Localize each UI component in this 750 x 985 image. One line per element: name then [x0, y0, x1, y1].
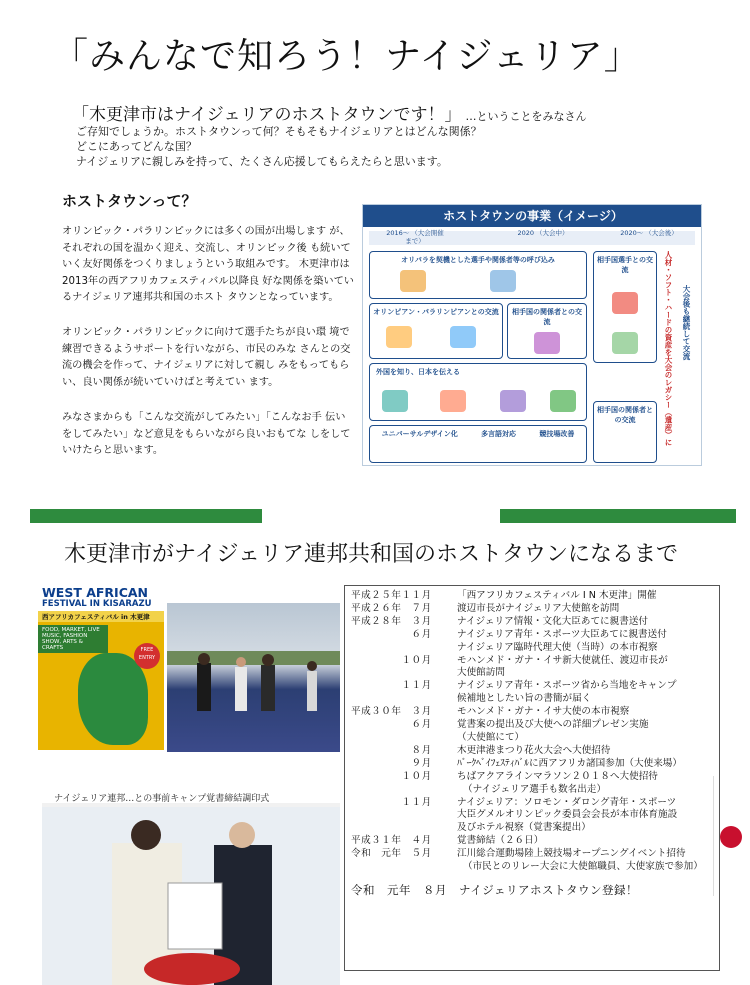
intro-headline-text: 「木更津市はナイジェリアのホストタウンです！」: [72, 105, 462, 125]
history-continuation: 大臣グメルオリンピック委員会会長が本市体育施設: [457, 809, 678, 821]
history-date: 平成２５年１１月: [351, 590, 432, 601]
history-text: 「西アフリカフェスティバル I N 木更津」開催: [457, 590, 657, 601]
history-date: 平成２６年 ７月: [351, 602, 432, 614]
festival-poster: [38, 583, 164, 750]
diagram-side-text: 大会後も継続して交流: [682, 285, 691, 360]
history-row: [351, 603, 713, 616]
history-text: ナイジェリア情報・文化大臣あてに親書送付: [457, 615, 649, 627]
history-continuation: ナイジェリア臨時代理大使（当時）の本市視察: [457, 641, 658, 653]
poster-strip: FOOD, MARKET, LIVE MUSIC, FASHION SHOW, ARTS & CRAFTS: [38, 625, 108, 653]
history-row: [351, 758, 713, 771]
history-row: [351, 719, 713, 732]
history-date: ６月: [351, 719, 432, 731]
page-title: 「みんなで知ろう！ナイジェリア」: [52, 36, 641, 77]
history-date: １１月: [351, 680, 432, 692]
diagram-box: オリンピアン・パラリンピアンとの交流: [369, 303, 503, 359]
culture-illustration: [382, 390, 408, 412]
diagram-box: ユニバーサルデザイン化 多言語対応 競技場改善: [369, 425, 587, 463]
stadium-visit-photo: [167, 603, 340, 752]
history-continuation: 候補地としたい旨の書簡が届く: [457, 693, 592, 705]
culture-illustration: [500, 390, 526, 412]
timeline-label: 2020 （大会中）: [517, 229, 569, 237]
history-date: １１月: [351, 796, 432, 808]
people-illustration: [534, 332, 560, 354]
history-continuation: 大使館訪問: [457, 667, 505, 679]
history-date: 平成２８年 ３月: [351, 615, 432, 627]
history-timeline: [344, 585, 720, 971]
diagram-box: 相手国選手との交流: [593, 251, 657, 363]
divider-bar: [30, 509, 262, 523]
ceremony-banner-text: ナイジェリア連邦…との事前キャンプ覚書締結調印式: [54, 794, 270, 804]
history-row: [351, 797, 713, 810]
history-text: 覚書案の提出及び大使への詳細プレゼン実施: [457, 719, 649, 731]
history-text: ナイジェリア：ソロモン・ダロング青年・スポーツ: [457, 796, 677, 808]
people-illustration: [450, 326, 476, 348]
photo-illustration: [167, 603, 340, 752]
history-row: [351, 706, 713, 719]
diagram-box: 相手国の関係者との交流: [507, 303, 587, 359]
diagram-box: 外国を知り、日本を伝える: [369, 363, 587, 421]
host-paragraph: みなさまからも「こんな交流がしてみたい」「こんなお手 伝いをしてみたい」など意見をもらいながら良いおもてな しをしていけたらと思います。: [62, 412, 351, 456]
diagram-side-text: 人材・ソフト・ハードの資産を大会のレガシー（遺産）に: [664, 251, 673, 446]
photo-illustration: [42, 773, 340, 985]
history-row: [351, 629, 713, 642]
history-row: [351, 590, 713, 603]
people-illustration: [490, 270, 516, 292]
history-row: [351, 680, 713, 693]
history-row: [351, 835, 713, 848]
history-date: 平成３０年 ３月: [351, 706, 432, 718]
intro-line: どこにあってどんな国？: [76, 140, 197, 153]
host-town-diagram: [362, 204, 702, 466]
host-section-heading: ホストタウンって？: [62, 192, 197, 210]
athlete-illustration: [612, 292, 638, 314]
history-text: ﾊﾞｰｸﾍﾞｲﾌｪｽﾃｨﾊﾞﾙに西アフリカ諸国参加（大使来場）: [457, 757, 682, 769]
host-paragraph: オリンピック・パラリンピックに向けて選手たちが良い環 境で練習できるようサポートを行いながら、市民のみな さんとの交流の機会を作って、ナイジェリアに対して親し みをもってもらい、良い関係が続いていけばと考えてい ます。: [62, 327, 351, 388]
history-text: 木更津港まつり花火大会へ大使招待: [457, 744, 611, 756]
poster-title: WEST AFRICAN FESTIVAL IN KISARAZU: [38, 583, 164, 611]
flag-sun: [720, 826, 742, 848]
history-text: モハンメド・ガナ・イサ大使の本市視察: [457, 706, 630, 718]
culture-illustration: [440, 390, 466, 412]
history-text: 江川総合運動場陸上競技場オープニングイベント招待: [457, 848, 686, 860]
diagram-box: 相手国の関係者との交流: [593, 401, 657, 463]
history-row: [351, 655, 713, 668]
history-text: 覚書締結（２６日）: [457, 835, 544, 847]
history-text: ナイジェリア青年・スポーツ省から当地をキャンプ: [457, 680, 677, 692]
culture-illustration: [550, 390, 576, 412]
divider-bar: [500, 509, 736, 523]
people-illustration: [400, 270, 426, 292]
history-date: ６月: [351, 628, 432, 640]
entry-badge: FREE ENTRY: [134, 643, 160, 669]
section-title: 木更津市がナイジェリア連邦共和国のホストタウンになるまで: [64, 542, 679, 567]
intro-line: ナイジェリアに親しみを持って、たくさん応援してもらえたらと思います。: [76, 155, 448, 168]
history-text: ナイジェリア青年・スポーツ大臣あてに親書送付: [457, 628, 667, 640]
history-date: 令和 元年 ５月: [351, 848, 432, 860]
history-row: [351, 745, 713, 758]
final-registration-line: 令和 元年 ８月 ナイジェリアホストタウン登録！: [351, 882, 638, 897]
history-row: [351, 771, 713, 784]
timeline-label: 2020〜 （大会後）: [620, 229, 678, 237]
intro-line: ご存知でしょうか。ホストタウンって何？そもそもナイジェリアとはどんな関係？: [76, 125, 482, 138]
diagram-box: オリパラを契機とした選手や関係者等の呼び込み: [369, 251, 587, 299]
host-paragraph: オリンピック・パラリンピックには多くの国が出場します が、それぞれの国を温かく迎え、交流し、オリンピック後 も続いていく友好関係をつくりましょうという取組みです。 木更津市は2013年の西アフリカフェスティバル以降良 好な関係を築いているナイジェリア連邦共和国のホスト タウンとなっています。: [62, 226, 354, 303]
diagram-title: ホストタウンの事業（イメージ）: [363, 205, 702, 227]
history-continuation: （ナイジェリア選手も数名出走）: [463, 783, 607, 795]
history-date: ９月: [351, 757, 432, 769]
history-text: 渡辺市長がナイジェリア大使館を訪問: [457, 602, 620, 614]
history-date: １０月: [351, 770, 432, 782]
intro-headline: [72, 100, 586, 125]
history-date: ８月: [351, 744, 432, 756]
history-date: 平成３１年 ４月: [351, 835, 432, 847]
history-text: ちばアクアラインマラソン２０１８へ大使招待: [457, 770, 658, 782]
history-continuation: 及びホテル視察（覚書案提出）: [457, 822, 591, 834]
poster-subtitle: 西アフリカフェスティバル in 木更津: [38, 611, 164, 622]
history-continuation: （市民とのリレー大会に大使館職員、大使家族で参加）: [463, 861, 703, 873]
history-row: [351, 848, 713, 861]
signing-ceremony-photo: [42, 773, 340, 985]
history-continuation: （大使館にて）: [457, 731, 525, 743]
people-illustration: [386, 326, 412, 348]
africa-map-illustration: [78, 653, 148, 745]
intro-headline-tail: …ということをみなさん: [465, 110, 587, 123]
timeline-label: 2016〜 （大会開催まで）: [386, 229, 444, 245]
history-date: １０月: [351, 654, 432, 666]
athlete-illustration: [612, 332, 638, 354]
history-text: モハンメド・ガナ・イサ新大使就任、渡辺市長が: [457, 654, 668, 666]
history-row: [351, 616, 713, 629]
